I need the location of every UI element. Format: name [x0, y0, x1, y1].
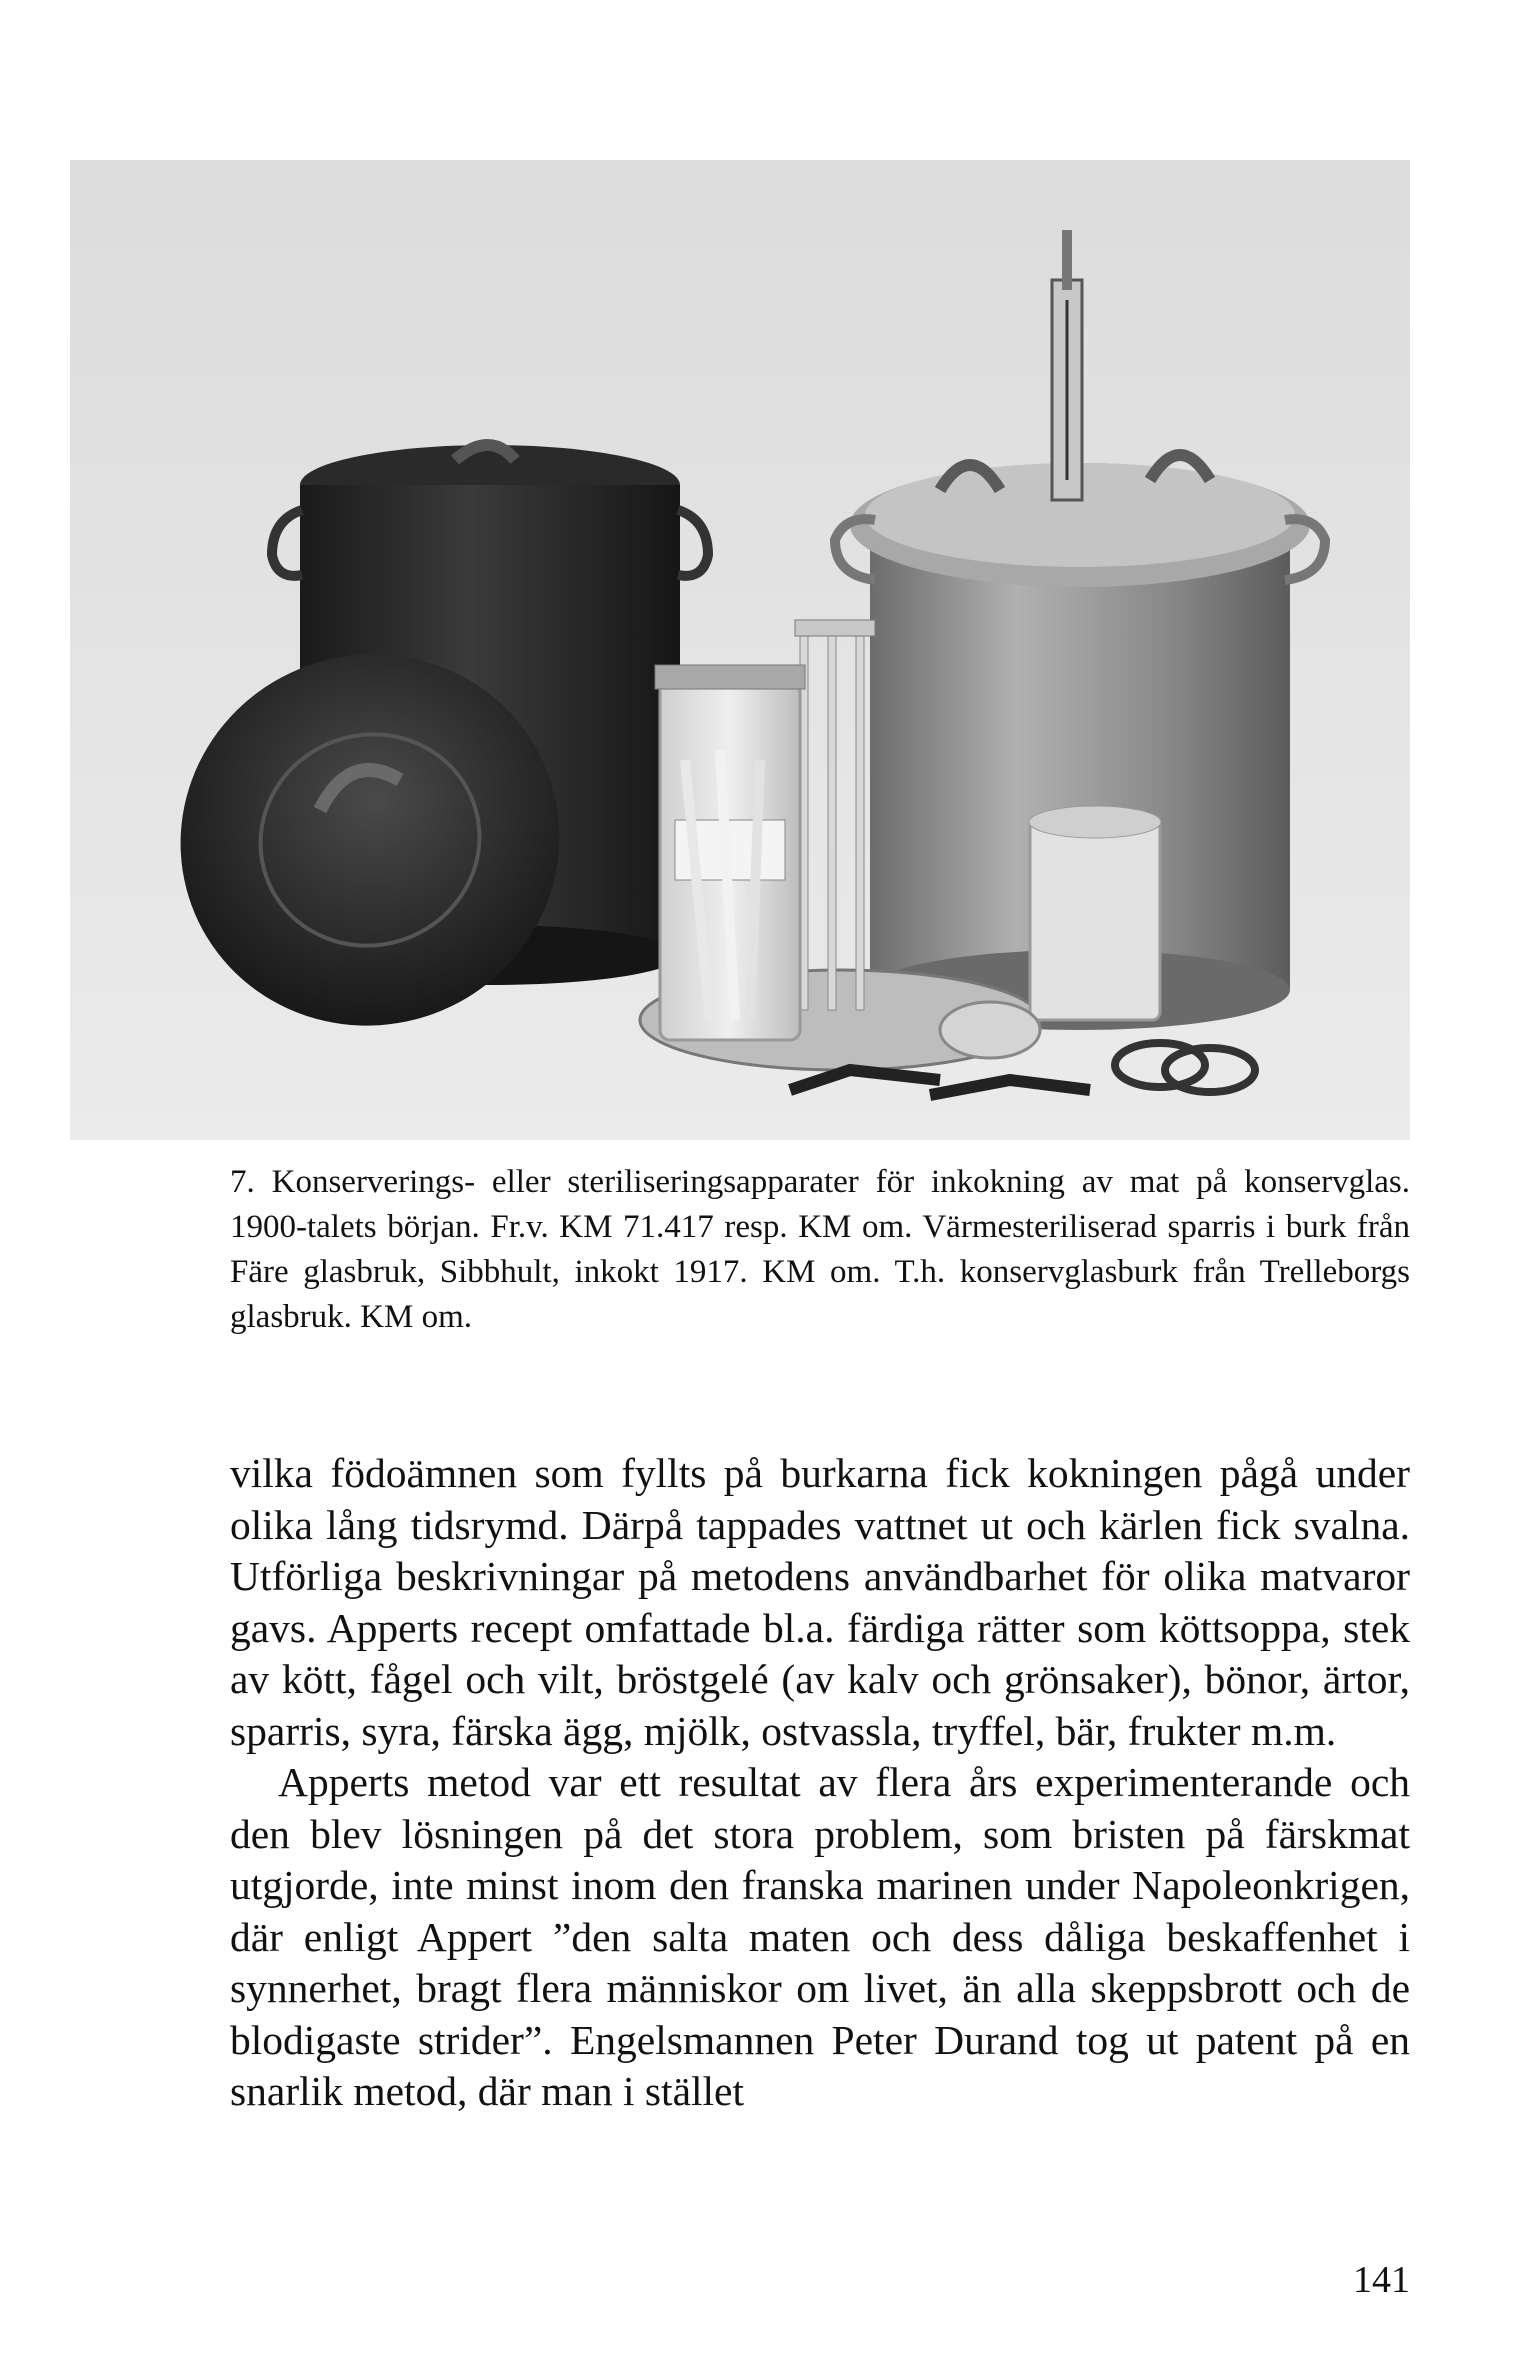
page-number: 141 [1353, 2259, 1410, 2301]
paragraph: vilka födoämnen som fyllts på burkarna fick kokningen pågå under olika lång tidsrymd. Därpå tappades vattnet ut och kärlen fick svalna. Utförliga beskrivningar på metodens användbarhet för olika matvaror gavs. Apperts recept omfattade bl.a. färdiga rätter som köttsoppa, stek av kött, fågel och vilt, bröstgelé (av kalv och grönsaker), bönor, ärtor, sparris, syra, färska ägg, mjölk, ostvassla, tryffel, bär, frukter m.m. [230, 1450, 1410, 1754]
body-text [230, 1448, 1410, 2118]
paragraph: Apperts metod var ett resultat av flera års experimenterande och den blev lösningen på det stora problem, som bristen på färskmat utgjorde, inte minst inom den franska marinen under Napoleonkrigen, där enligt Appert ”den salta maten och dess dåliga beskaffenhet i synnerhet, bragt flera människor om livet, än alla skeppsbrott och de blodigaste strider”. Engelsmannen Peter Durand tog ut patent på en snarlik metod, där man i stället [230, 1759, 1410, 2114]
sterilization-apparatus-photo [70, 160, 1410, 1140]
figure-caption: 7. Konserverings- eller steriliseringsapparater för inkokning av mat på konservglas. 1900-talets början. Fr.v. KM 71.417 resp. KM om. Värmesteriliserad sparris i burk från Färe glasbruk, Sibbhult, inkokt 1917. KM om. T.h. konservglasburk från Trelleborgs glasbruk. KM om. [230, 1164, 1410, 1335]
